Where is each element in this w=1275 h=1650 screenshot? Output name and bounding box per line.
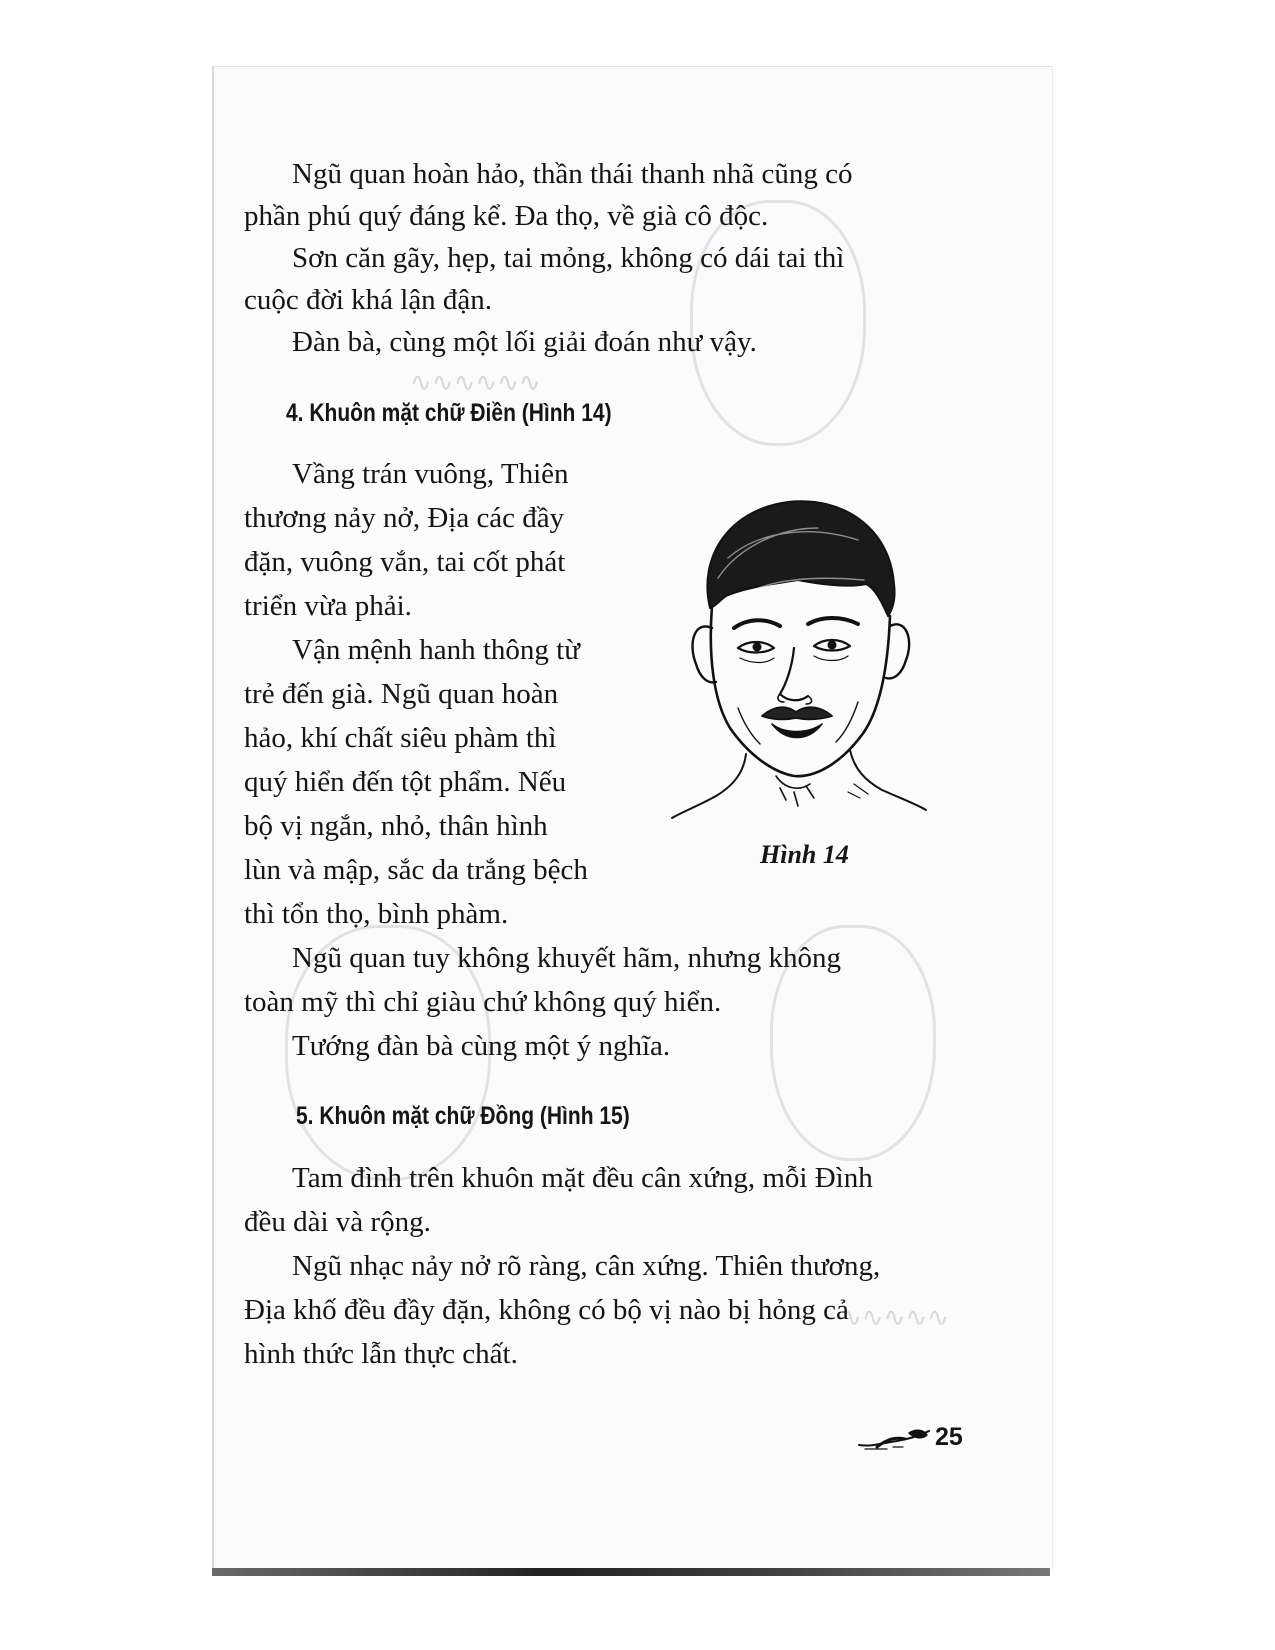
paragraph-line: cuộc đời khá lận đận. (244, 284, 493, 316)
paragraph-line: Địa khố đều đầy đặn, không có bộ vị nào bị hỏng cả (244, 1294, 849, 1326)
figure-caption: Hình 14 (760, 840, 849, 869)
paragraph-line: Tam đình trên khuôn mặt đều cân xứng, mỗi Đình (292, 1162, 873, 1194)
paragraph-line: Đàn bà, cùng một lối giải đoán như vậy. (292, 326, 757, 358)
paragraph-line: thì tổn thọ, bình phàm. (244, 898, 509, 930)
paragraph-line: Ngũ nhạc nảy nở rõ ràng, cân xứng. Thiên thương, (292, 1250, 881, 1282)
paragraph-line: phần phú quý đáng kể. Đa thọ, về già cô độc. (244, 200, 769, 232)
page-number: 25 (935, 1423, 963, 1451)
paragraph-line: đều dài và rộng. (244, 1206, 431, 1238)
show-through-text: ∿∿∿∿∿∿ (410, 368, 541, 397)
paragraph-line: Vận mệnh hanh thông từ (292, 634, 580, 666)
paragraph-line: quý hiển đến tột phẩm. Nếu (244, 766, 567, 798)
paragraph-line: hình thức lẫn thực chất. (244, 1338, 518, 1370)
face-illustration (668, 488, 928, 828)
paragraph-line: Tướng đàn bà cùng một ý nghĩa. (292, 1030, 671, 1062)
paragraph-line: trẻ đến già. Ngũ quan hoàn (244, 678, 559, 710)
paragraph-line: toàn mỹ thì chỉ giàu chứ không quý hiển. (244, 986, 722, 1018)
paragraph-line: lùn và mập, sắc da trắng bệch (244, 854, 588, 886)
paragraph-line: hảo, khí chất siêu phàm thì (244, 722, 557, 754)
footer-ornament-icon (857, 1425, 933, 1453)
paragraph-line: đặn, vuông vắn, tai cốt phát (244, 546, 566, 578)
paragraph-line: Ngũ quan tuy không khuyết hãm, nhưng không (292, 942, 841, 974)
section-heading-4: 4. Khuôn mặt chữ Điền (Hình 14) (286, 399, 612, 427)
section-heading-5: 5. Khuôn mặt chữ Đồng (Hình 15) (296, 1102, 630, 1130)
paragraph-line: Vầng trán vuông, Thiên (292, 458, 569, 490)
paragraph-line: triển vừa phải. (244, 590, 412, 622)
paragraph-line: Sơn căn gãy, hẹp, tai mỏng, không có dái tai thì (292, 242, 845, 274)
show-through-text: ∿∿∿∿∿ (840, 1303, 949, 1332)
paragraph-line: thương nảy nở, Địa các đầy (244, 502, 565, 534)
page-bottom-edge (212, 1568, 1050, 1576)
paragraph-line: bộ vị ngắn, nhỏ, thân hình (244, 810, 548, 842)
paragraph-line: Ngũ quan hoàn hảo, thần thái thanh nhã cũng có (292, 158, 853, 190)
